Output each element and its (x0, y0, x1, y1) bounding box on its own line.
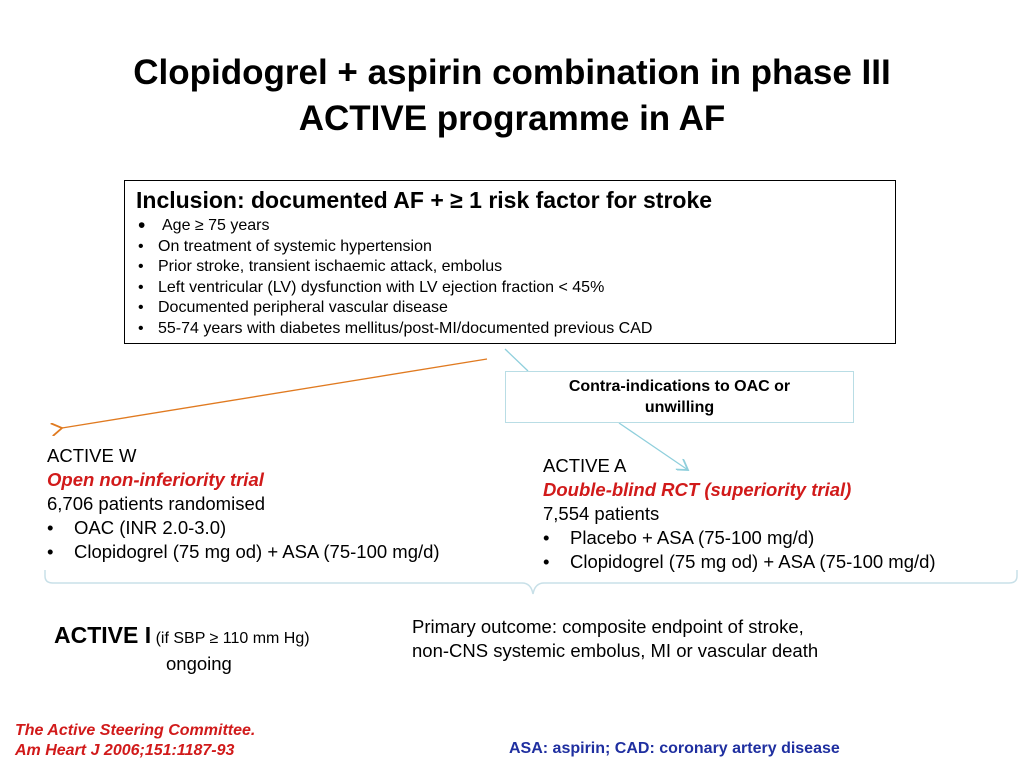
inclusion-item (136, 237, 895, 258)
inclusion-item (136, 319, 895, 340)
active-w-arm-text: OAC (INR 2.0-3.0) (74, 517, 227, 538)
inclusion-item (136, 298, 895, 319)
primary-outcome (412, 615, 818, 663)
inclusion-list (136, 216, 895, 339)
title-line-1: Clopidogrel + aspirin combination in phase III (133, 53, 891, 92)
bullet-glyph: • (543, 527, 550, 548)
active-i-condition: (if SBP ≥ 110 mm Hg) (155, 630, 310, 647)
active-a-arm-text: Clopidogrel (75 mg od) + ASA (75-100 mg/d) (570, 551, 936, 572)
outcome-line-1: Primary outcome: composite endpoint of stroke, (412, 616, 804, 637)
inclusion-item-text: On treatment of systemic hypertension (158, 237, 432, 255)
arrow-to-active-w (62, 359, 487, 428)
bullet-glyph: • (138, 278, 144, 296)
bullet-glyph: • (47, 517, 54, 538)
bullet-glyph: • (138, 258, 144, 275)
active-w-block (47, 444, 440, 564)
active-a-arm-text: Placebo + ASA (75-100 mg/d) (570, 527, 815, 548)
inclusion-item (136, 216, 895, 237)
active-a-block (543, 454, 936, 574)
inclusion-item-text: Prior stroke, transient ischaemic attack, embolus (158, 258, 503, 275)
bullet-glyph: • (138, 319, 144, 337)
contra-line-2: unwilling (644, 399, 715, 416)
inclusion-item-text: Documented peripheral vascular disease (158, 299, 448, 316)
inclusion-item-text: Age ≥ 75 years (162, 217, 270, 234)
active-i-block (54, 622, 310, 674)
title-line-2: ACTIVE programme in AF (298, 99, 726, 138)
active-w-arm (47, 540, 440, 564)
active-w-trial-type: Open non-inferiority trial (47, 469, 264, 490)
inclusion-item-text: Left ventricular (LV) dysfunction with LV ejection fraction < 45% (158, 278, 605, 296)
active-w-arm (47, 516, 440, 540)
active-i-status: ongoing (166, 653, 232, 674)
inclusion-item (136, 257, 895, 278)
reference-line-1: The Active Steering Committee. (15, 722, 256, 739)
bullet-glyph: • (138, 299, 144, 316)
active-w-name: ACTIVE W (47, 445, 137, 466)
active-a-patients: 7,554 patients (543, 503, 660, 524)
outcome-line-2: non-CNS systemic embolus, MI or vascular death (412, 640, 819, 661)
active-w-patients: 6,706 patients randomised (47, 493, 266, 514)
active-a-arms (543, 526, 936, 574)
inclusion-item-text: 55-74 years with diabetes mellitus/post-MI/documented previous CAD (158, 319, 653, 337)
bullet-glyph: • (47, 541, 54, 562)
active-a-arm (543, 550, 936, 574)
active-i-name: ACTIVE I (54, 622, 152, 648)
line-to-contra-box (505, 349, 528, 371)
bullet-glyph: • (138, 214, 146, 237)
contra-line-1: Contra-indications to OAC or (568, 378, 791, 395)
inclusion-heading: Inclusion: documented AF + ≥ 1 risk factor for stroke (136, 187, 713, 213)
active-w-arm-text: Clopidogrel (75 mg od) + ASA (75-100 mg/d) (74, 541, 440, 562)
slide-title (0, 50, 1024, 142)
active-a-trial-type: Double-blind RCT (superiority trial) (543, 479, 852, 500)
active-a-name: ACTIVE A (543, 455, 627, 476)
reference-citation (15, 721, 255, 761)
bullet-glyph: • (543, 551, 550, 572)
reference-line-2: Am Heart J 2006;151:1187-93 (15, 742, 235, 759)
inclusion-item (136, 278, 895, 299)
inclusion-criteria-box (124, 180, 896, 344)
abbreviations-footnote: ASA: aspirin; CAD: coronary artery disease (509, 740, 840, 757)
contra-indications-box (505, 371, 854, 423)
bullet-glyph: • (138, 237, 144, 255)
active-a-arm (543, 526, 936, 550)
active-w-arms (47, 516, 440, 564)
